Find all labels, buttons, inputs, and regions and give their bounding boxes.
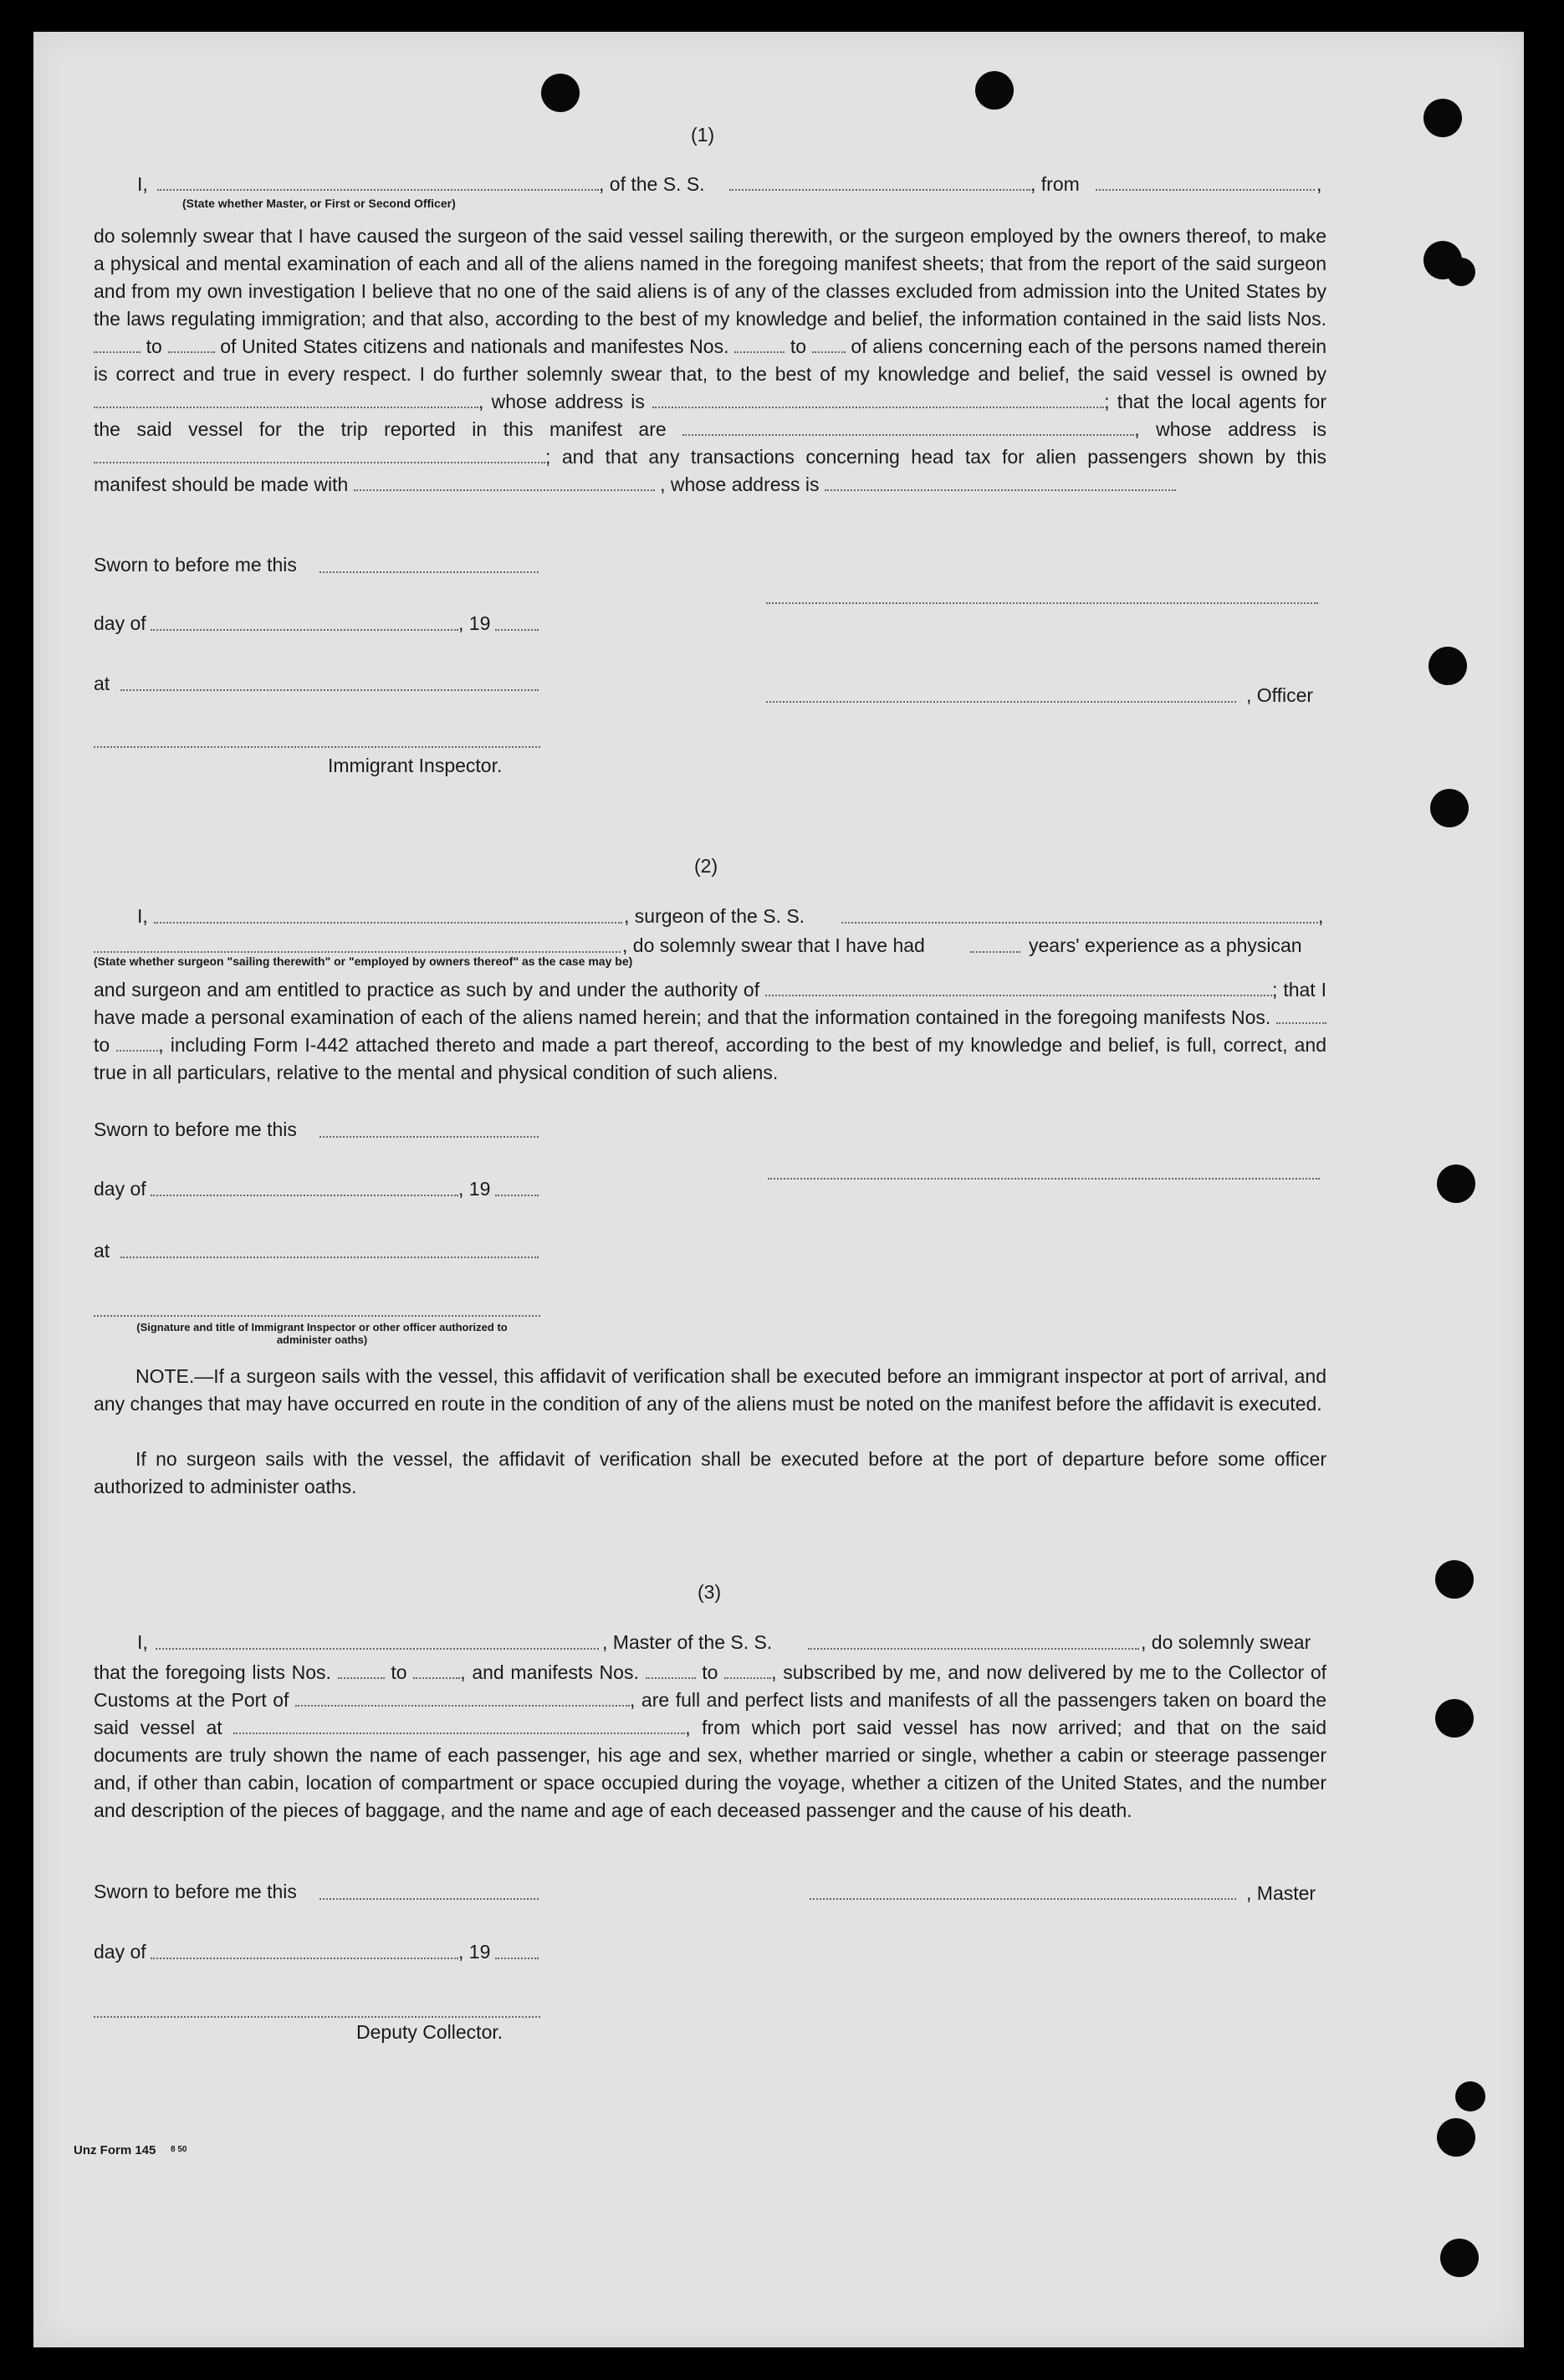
s3-manifest-from-field[interactable]: [646, 1662, 696, 1679]
s2-i: I,: [137, 905, 148, 927]
s1-at-place-field[interactable]: [120, 689, 539, 691]
s1-officer-label: , Officer: [1246, 684, 1314, 706]
s1-day-of-label: day of: [94, 612, 146, 634]
s2-end-comma: ,: [1318, 905, 1324, 927]
s1-agents-address-field[interactable]: [94, 447, 545, 463]
s1-citizen-list-from-field[interactable]: [94, 336, 141, 353]
s1-year-field[interactable]: [495, 629, 539, 631]
s3-sworn-label: Sworn to before me this: [94, 1881, 297, 1902]
s1-owner-field[interactable]: [94, 392, 478, 408]
s1-manifest-to-field[interactable]: [812, 336, 846, 353]
s1-manifest-from-field[interactable]: [734, 336, 785, 353]
s3-day-of-field[interactable]: [151, 1958, 458, 1959]
s1-of-ss: , of the S. S.: [599, 173, 705, 195]
s1-from-port-field[interactable]: [1096, 189, 1315, 191]
binder-hole-top-right: [975, 71, 1014, 110]
s3-master-label: , Master: [1246, 1882, 1316, 1904]
s2-at-label: at: [94, 1240, 110, 1262]
s3-list-from-field[interactable]: [338, 1662, 385, 1679]
s3-year-label: , 19: [458, 1941, 491, 1963]
s2-at-place-field[interactable]: [120, 1257, 539, 1258]
s1-head-tax-party-field[interactable]: [354, 474, 655, 491]
footer-form-number: Unz Form 145: [74, 2143, 156, 2157]
s3-master-signature-line[interactable]: [810, 1898, 1236, 1900]
s3-oath-paragraph: that the foregoing lists Nos. to , and manifests Nos. to , subscribed by me, and now delivered by me to the Collector of Customs at the Port of , are full and perfect lists and manifests of all the passengers taken on board the said vessel at , from which port said vessel has now arrived; and that on the said documents are truly shown the name of each passenger, his age and sex, whether married or single, whether a cabin or steerage passenger and, if other than cabin, location of compartment or space occupied during the voyage, whether a citizen of the United States, and the number and description of the pieces of baggage, and the name and age of each deceased passenger and the cause of his death.: [94, 1661, 1327, 1821]
footer-form-code: 8 50: [171, 2145, 187, 2154]
s2-ship-name-field[interactable]: [841, 922, 1318, 924]
s1-sworn-label: Sworn to before me this: [94, 554, 297, 576]
s2-signature-note: (Signature and title of Immigrant Inspector or other officer authorized to administer oaths): [136, 1321, 508, 1346]
binder-hole-right-6: [1435, 1560, 1474, 1599]
s1-ship-name-field[interactable]: [729, 189, 1030, 191]
binder-hole-right-8: [1437, 2118, 1475, 2157]
s3-port-field[interactable]: [295, 1690, 630, 1707]
s2-inspector-signature-line[interactable]: [94, 1315, 540, 1317]
s1-i: I,: [137, 173, 148, 195]
s1-oath-paragraph: do solemnly swear that I have caused the surgeon of the said vessel sailing therewith, or the surgeon employed by the owners thereof, to make a physical and mental examination of each and all of the aliens named in the foregoing manifest sheets; that from the report of the said surgeon and from my own investigation I believe that no one of the said aliens is of any of the classes excluded from admission into the United States by the laws regulating immigration; and that also, according to the best of my knowledge and belief, the information contained in the said lists Nos. to of United States citizens and nationals and manifestes Nos. to of aliens concerning each of the persons named therein is correct and true in every respect. I do further solemnly swear that, to the best of my knowledge and belief, the said vessel is owned by , whose address is ; that the local agents for the said vessel for the trip reported in this manifest are , whose address is ; and that any transactions concerning head tax for alien passengers shown by this manifest should be made with , whose address is: [94, 225, 1327, 495]
section-3-number: (3): [698, 1581, 722, 1603]
s2-oath-paragraph: and surgeon and am entitled to practice as such by and under the authority of ; that I have made a personal examination of each of the aliens named herein; and that the information contained in the foregoing manifests Nos. to , including Form I-442 attached thereto and made a part thereof, according to the best of my knowledge and belief, is full, correct, and true in all particulars, relative to the mental and physical condition of such aliens.: [94, 979, 1327, 1083]
s1-citizen-list-to-field[interactable]: [168, 336, 215, 353]
s1-agents-field[interactable]: [682, 419, 1134, 436]
s1-officer-name-field[interactable]: [157, 189, 599, 191]
s2-day-of-label: day of: [94, 1178, 146, 1200]
s2-note-1: NOTE.—If a surgeon sails with the vessel, this affidavit of verification shall be executed before an immigrant inspector at port of arrival, and any changes that may have occurred en route in the condition of any of the aliens must be noted on the manifest before the affidavit is executed.: [94, 1365, 1326, 1415]
s1-owner-address-field[interactable]: [652, 392, 1104, 408]
s1-end-comma: ,: [1316, 173, 1322, 195]
s3-i: I,: [137, 1631, 148, 1653]
binder-hole-right-8b: [1455, 2081, 1485, 2111]
s2-sworn-date-field[interactable]: [319, 1136, 539, 1138]
s3-sworn-date-field[interactable]: [319, 1898, 539, 1900]
s2-surgeon-of: , surgeon of the S. S.: [624, 905, 805, 927]
s2-surgeon-note: (State whether surgeon "sailing therewith" or "employed by owners thereof" as the case may be): [94, 955, 633, 968]
s2-sailing-status-field[interactable]: [94, 951, 621, 953]
s3-day-of-label: day of: [94, 1941, 146, 1963]
s2-swear-had: , do solemnly swear that I have had: [622, 934, 925, 956]
s3-swear: , do solemnly swear: [1141, 1631, 1311, 1653]
s2-sworn-label: Sworn to before me this: [94, 1118, 297, 1140]
s1-officer-signature-line-1[interactable]: [766, 602, 1318, 604]
s1-sworn-date-field[interactable]: [319, 571, 539, 573]
s3-deputy-label: Deputy Collector.: [356, 2021, 503, 2043]
binder-hole-right-4: [1430, 789, 1469, 827]
s3-deputy-signature-line[interactable]: [94, 2016, 540, 2018]
s1-from: , from: [1030, 173, 1080, 195]
s1-inspector-signature-line[interactable]: [94, 746, 540, 748]
s1-day-of-field[interactable]: [151, 629, 458, 631]
s1-inspector-label: Immigrant Inspector.: [328, 755, 503, 776]
s3-master-name-field[interactable]: [156, 1648, 599, 1650]
s1-head-tax-address-field[interactable]: [825, 474, 1176, 491]
s1-officer-note: (State whether Master, or First or Second Officer): [182, 197, 456, 210]
section-2-number: (2): [694, 855, 718, 877]
s2-surgeon-name-field[interactable]: [154, 922, 622, 924]
binder-hole-top-left: [541, 74, 580, 112]
s2-note-2: If no surgeon sails with the vessel, the affidavit of verification shall be executed before at the port of departure before some officer authorized to administer oaths.: [94, 1448, 1326, 1497]
s2-day-of-field[interactable]: [151, 1195, 458, 1196]
s3-master-of: , Master of the S. S.: [602, 1631, 773, 1653]
s2-authority-field[interactable]: [765, 980, 1272, 996]
s2-manifest-from-field[interactable]: [1276, 1007, 1326, 1024]
binder-hole-right-3: [1429, 647, 1467, 685]
s1-officer-signature-line-2[interactable]: [766, 701, 1236, 703]
binder-hole-right-5: [1437, 1164, 1475, 1203]
binder-hole-right-2b: [1447, 258, 1475, 286]
binder-hole-right-9: [1440, 2239, 1479, 2277]
s3-year-field[interactable]: [495, 1958, 539, 1959]
s2-manifest-to-field[interactable]: [116, 1035, 158, 1052]
s2-years-field[interactable]: [970, 951, 1020, 953]
s2-years-experience: years' experience as a physican: [1029, 934, 1302, 956]
s1-year-label: , 19: [458, 612, 491, 634]
s3-boarding-port-field[interactable]: [233, 1717, 685, 1734]
s2-year-field[interactable]: [495, 1195, 539, 1196]
s2-year-label: , 19: [458, 1178, 491, 1200]
binder-hole-right-7: [1435, 1699, 1474, 1738]
s3-list-to-field[interactable]: [413, 1662, 460, 1679]
s3-ship-name-field[interactable]: [808, 1648, 1139, 1650]
binder-hole-right-1: [1423, 99, 1462, 137]
s3-manifest-to-field[interactable]: [724, 1662, 771, 1679]
s2-surgeon-signature-line[interactable]: [768, 1178, 1320, 1180]
section-1-number: (1): [691, 124, 715, 146]
s1-at-label: at: [94, 673, 110, 694]
